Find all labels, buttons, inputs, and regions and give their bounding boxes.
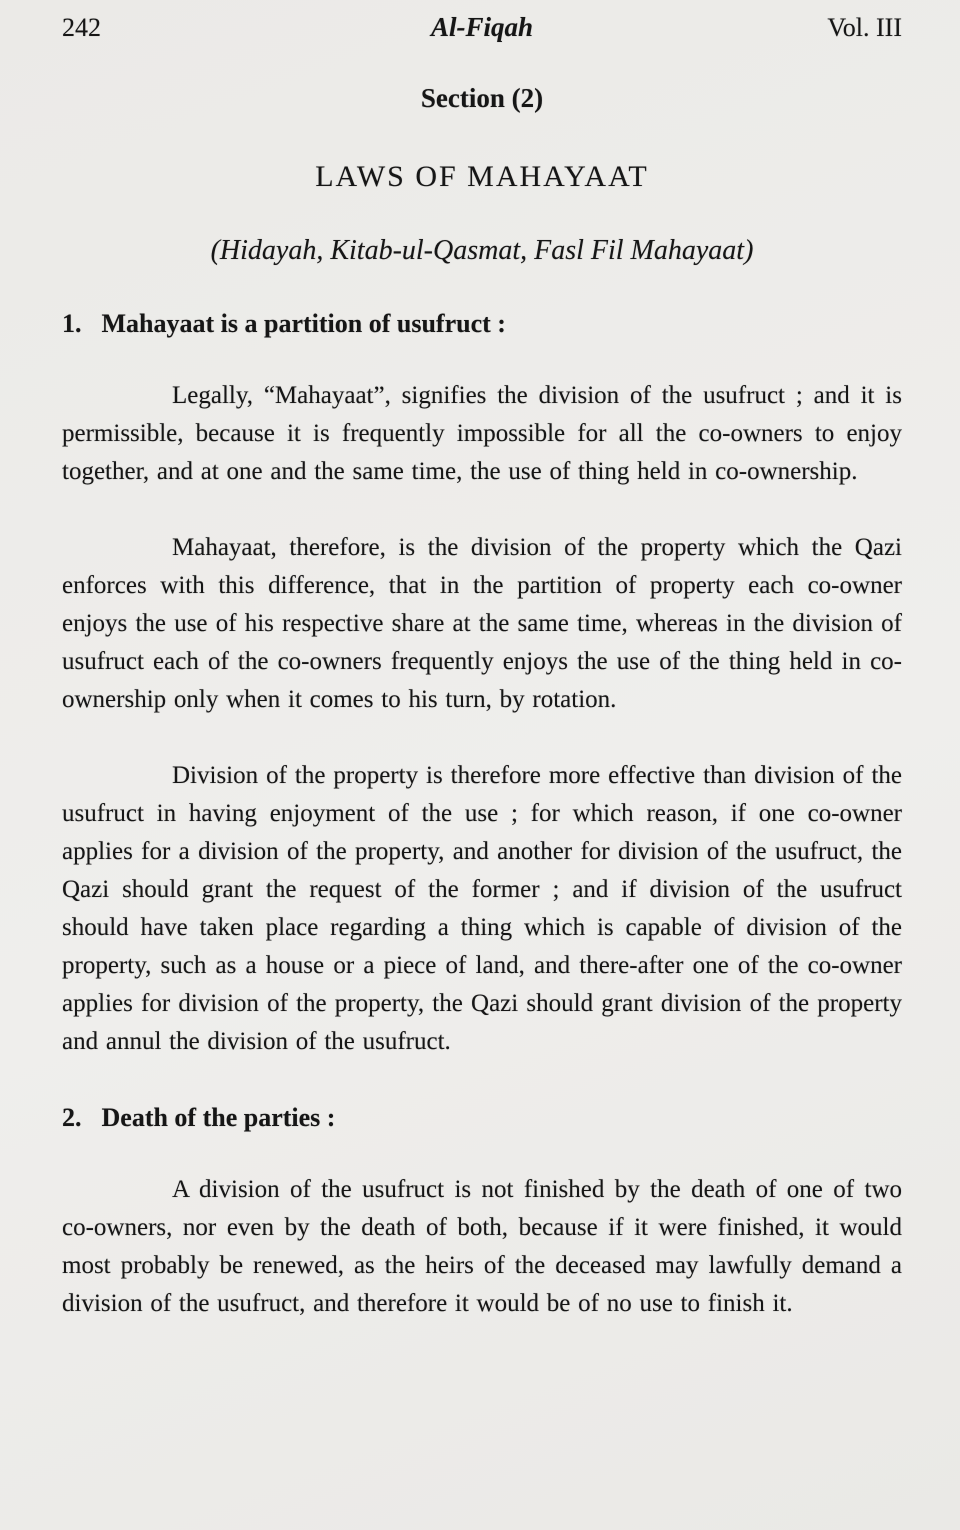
section-2 (62, 1103, 902, 1323)
section-label: Section (2) (420, 83, 544, 113)
section-2-number: 2. (62, 1103, 82, 1132)
paragraph: Legally, “Mahayaat”, signifies the division of the usufruct ; and it is permissible, because it is frequently impossible for all the co-owners to enjoy together, and at one and the same time, the use of thing held in co-ownership. (62, 382, 902, 485)
page-number: 242 (62, 13, 101, 42)
paragraph: Mahayaat, therefore, is the division of the property which the Qazi enforces with this difference, that in the partition of property each co-owner enjoys the use of his respective share at the same time, whereas in the division of usufruct each of the co-owners frequently enjoys the use of the thing held in co-ownership only when it comes to his turn, by rotation. (62, 534, 902, 713)
section-1-heading (62, 309, 902, 339)
section-1 (62, 309, 902, 1061)
section-2-heading (62, 1103, 902, 1133)
running-title: Al-Fiqah (430, 12, 534, 42)
paragraph: A division of the usufruct is not finished by the death of one of two co-owners, nor even by the death of both, because if it were finished, it would most probably be renewed, as the heirs of the deceased may lawfully demand a division of the usufruct, and therefore it would be of no use to finish it. (62, 1176, 902, 1317)
section-2-heading-text: Death of the parties : (101, 1103, 336, 1132)
paragraph: Division of the property is therefore more effective than division of the usufruct in having enjoyment of the use ; for which reason, if one co-owner applies for a division of the property, and another for division of the usufruct, the Qazi should grant the request of the former ; and if division of the usufruct should have taken place regarding a thing which is capable of division of the property, such as a house or a piece of land, and there-after one of the co-owner applies for division of the property, the Qazi should grant division of the property and annul the division of the usufruct. (62, 762, 902, 1055)
volume-label: Vol. III (827, 13, 902, 42)
source-reference: (Hidayah, Kitab-ul-Qasmat, Fasl Fil Mahayaat) (210, 235, 754, 266)
section-1-number: 1. (62, 309, 82, 338)
page-header (62, 10, 902, 45)
chapter-title: LAWS OF MAHAYAAT (315, 160, 649, 193)
section-1-heading-text: Mahayaat is a partition of usufruct : (101, 309, 506, 338)
